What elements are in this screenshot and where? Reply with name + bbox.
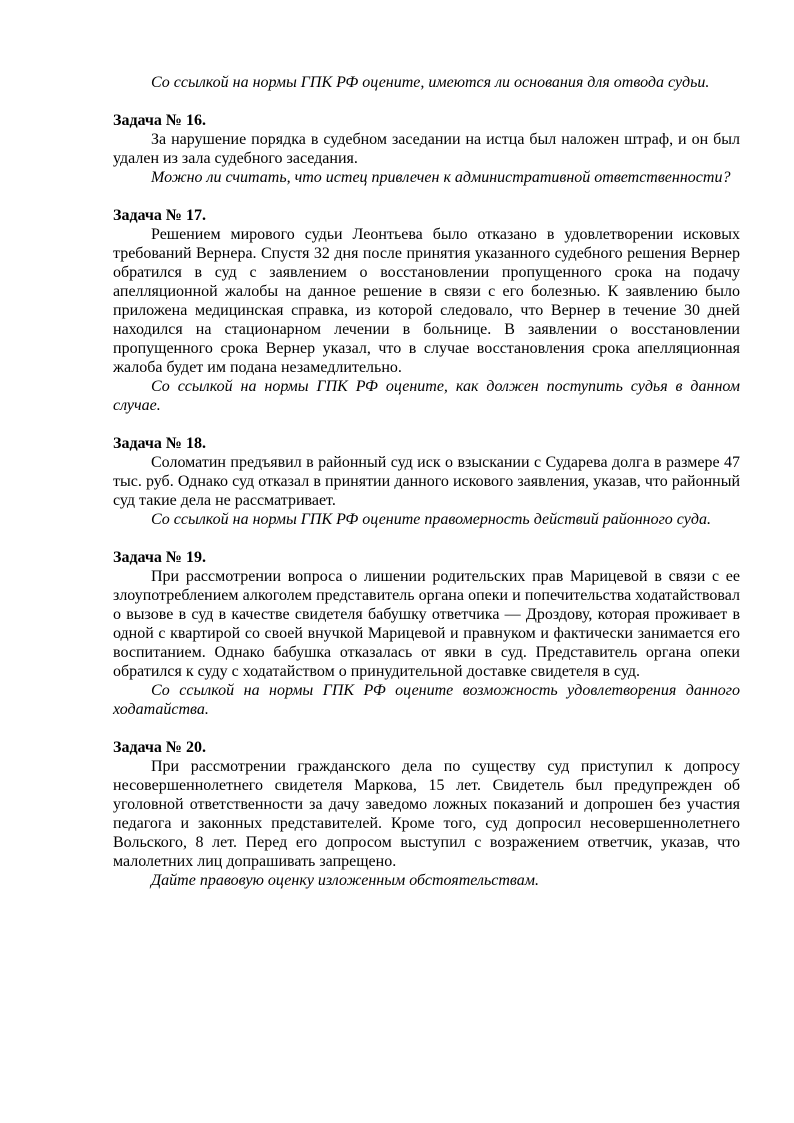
task-question: Можно ли считать, что истец привлечен к административной ответственности? — [151, 169, 731, 186]
task-body: При рассмотрении гражданского дела по существу суд приступил к допросу несовершеннолетнего свидетеля Маркова, 15 лет. Свидетель был предупрежден об уголовной ответственности за дачу заведомо ложных показаний и допрошен без участия педагога и законных представителей. Кроме того, суд допросил несовершеннолетнего Вольского, 8 лет. Перед его допросом выступил с возражением ответчик, указав, что малолетних лиц допрашивать запрещено. — [113, 758, 740, 870]
task-question: Со ссылкой на нормы ГПК РФ оцените возможность удовлетворения данного ходатайства. — [113, 682, 740, 718]
task-18 — [113, 434, 740, 529]
task-19 — [113, 548, 740, 719]
task-heading: Задача № 17. — [113, 207, 206, 224]
task-question: Дайте правовую оценку изложенным обстоятельствам. — [151, 872, 539, 889]
task-question: Со ссылкой на нормы ГПК РФ оцените, как должен поступить судья в данном случае. — [113, 378, 740, 414]
task-17 — [113, 206, 740, 415]
task-heading: Задача № 16. — [113, 112, 206, 129]
task-heading: Задача № 18. — [113, 435, 206, 452]
task-heading: Задача № 19. — [113, 549, 206, 566]
task-body: Решением мирового судьи Леонтьева было отказано в удовлетворении исковых требований Вернера. Спустя 32 дня после принятия указанного судебного решения Вернер обратился в суд с заявлением о восстановлении пропущенного срока на подачу апелляционной жалобы на данное решение в связи с его болезнью. К заявлению было приложена медицинская справка, из которой следовало, что Вернер в течение 30 дней находился на стационарном лечении в больнице. В заявлении о восстановлении пропущенного срока Вернер указал, что в случае восстановления срока апелляционная жалоба будет им подана незамедлительно. — [113, 226, 740, 376]
task-question: Со ссылкой на нормы ГПК РФ оцените правомерность действий районного суда. — [151, 511, 711, 528]
task-body: За нарушение порядка в судебном заседании на истца был наложен штраф, и он был удален из зала судебного заседания. — [113, 131, 740, 167]
intro-question: Со ссылкой на нормы ГПК РФ оцените, имеются ли основания для отвода судьи. — [151, 74, 710, 91]
task-heading: Задача № 20. — [113, 739, 206, 756]
task-body: При рассмотрении вопроса о лишении родительских прав Марицевой в связи с ее злоупотреблением алкоголем представитель органа опеки и попечительства ходатайствовал о вызове в суд в качестве свидетеля бабушку ответчика — Дроздову, которая проживает в одной с квартирой со своей внучкой Марицевой и правнуком и фактически занимается его воспитанием. Однако бабушка отказалась от явки в суд. Представитель органа опеки обратился к суду с ходатайством о принудительной доставке свидетеля в суд. — [113, 568, 740, 680]
task-16 — [113, 111, 740, 187]
task-20 — [113, 738, 740, 890]
task-body: Соломатин предъявил в районный суд иск о взыскании с Сударева долга в размере 47 тыс. руб. Однако суд отказал в принятии данного искового заявления, указав, что районный суд такие дела не рассматривает. — [113, 454, 740, 509]
